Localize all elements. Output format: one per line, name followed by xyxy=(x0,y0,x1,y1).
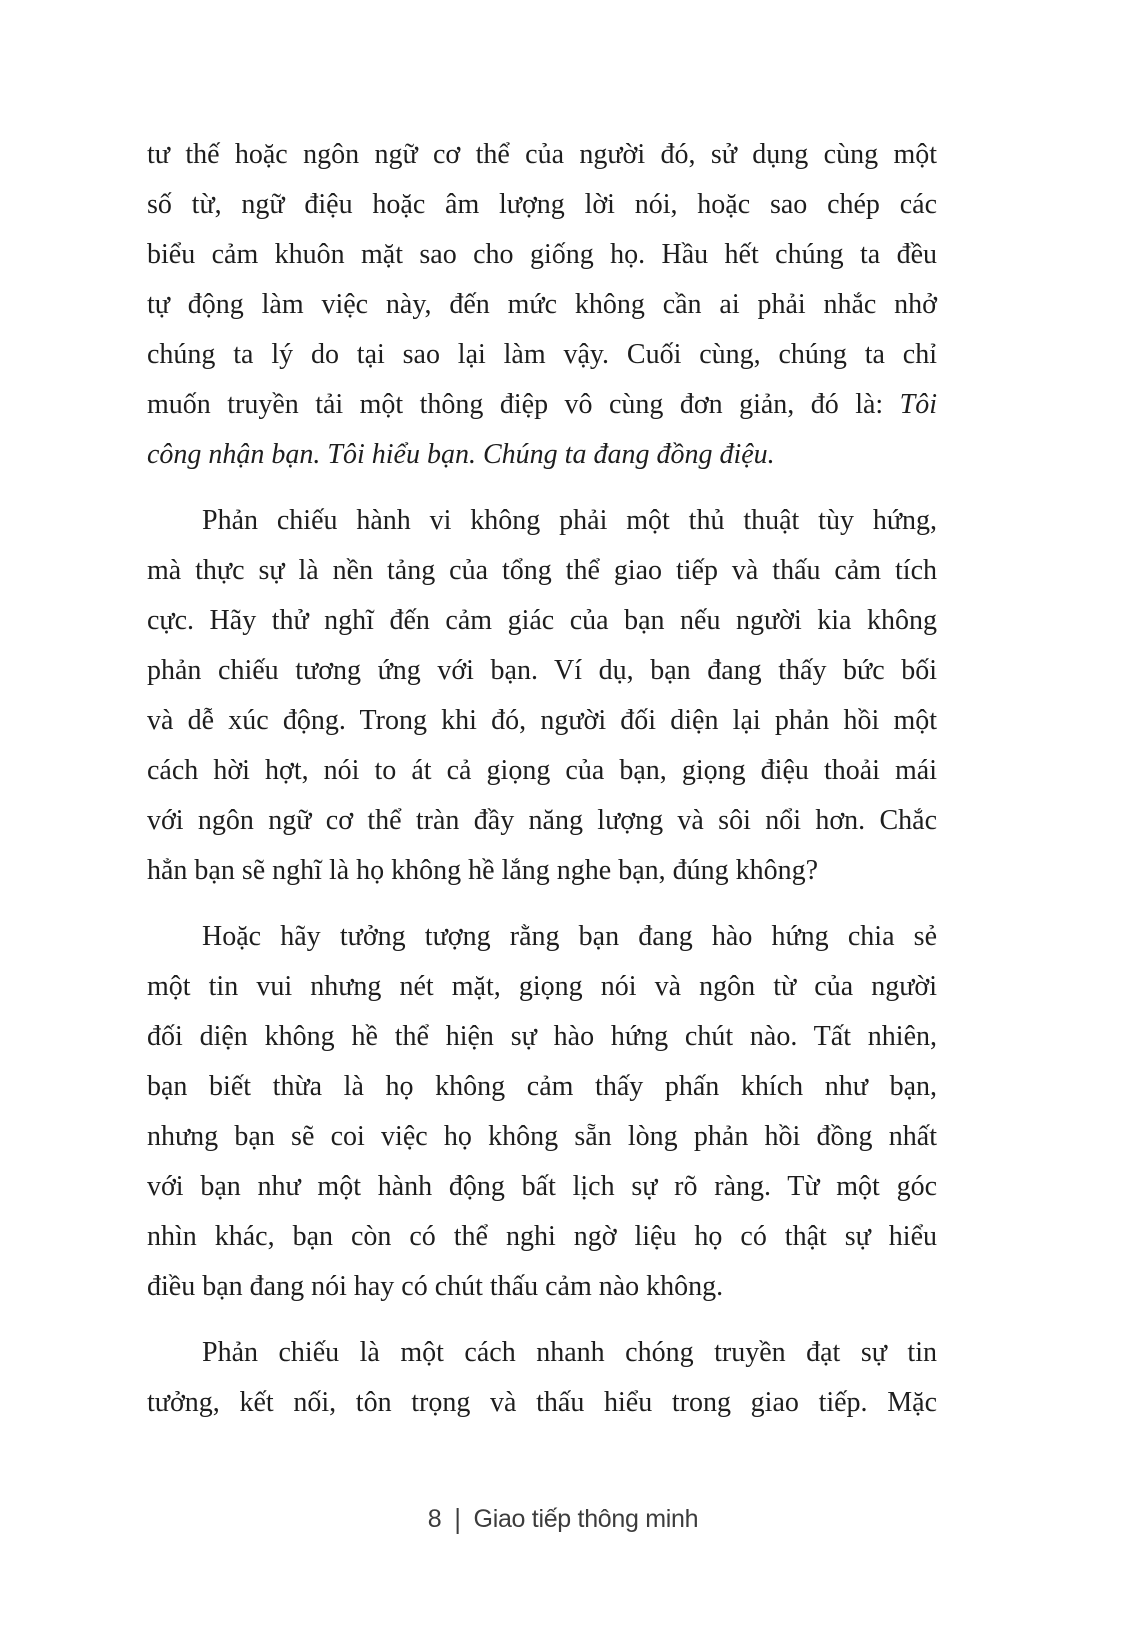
text-segment: phản chiếu tương ứng với bạn. Ví dụ, bạn đang thấy bức bối xyxy=(147,655,937,686)
text-segment: đối diện không hề thể hiện sự hào hứng chút nào. Tất nhiên, xyxy=(147,1021,937,1052)
text-line xyxy=(147,1378,937,1428)
text-line xyxy=(147,746,937,796)
text-segment: Phản chiếu hành vi không phải một thủ thuật tùy hứng, xyxy=(202,505,937,536)
text-segment: chúng ta lý do tại sao lại làm vậy. Cuối cùng, chúng ta chỉ xyxy=(147,339,937,370)
footer-separator: | xyxy=(454,1503,461,1535)
text-line xyxy=(147,430,937,480)
text-segment: với bạn như một hành động bất lịch sự rõ ràng. Từ một góc xyxy=(147,1171,937,1202)
text-line xyxy=(147,846,937,896)
text-segment: biểu cảm khuôn mặt sao cho giống họ. Hầu hết chúng ta đều xyxy=(147,239,937,270)
text-segment: tư thế hoặc ngôn ngữ cơ thể của người đó, sử dụng cùng một xyxy=(147,139,937,170)
text-segment: tưởng, kết nối, tôn trọng và thấu hiểu trong giao tiếp. Mặc xyxy=(147,1387,937,1418)
text-line xyxy=(147,1262,937,1312)
italic-text-segment: công nhận bạn. Tôi hiểu bạn. Chúng ta đang đồng điệu. xyxy=(147,439,775,470)
text-line xyxy=(147,280,937,330)
text-line xyxy=(147,230,937,280)
text-line xyxy=(147,646,937,696)
text-line xyxy=(147,696,937,746)
text-line xyxy=(147,546,937,596)
text-line xyxy=(147,596,937,646)
page-number: 8 xyxy=(427,1505,442,1533)
text-segment: Phản chiếu là một cách nhanh chóng truyền đạt sự tin xyxy=(202,1337,937,1368)
text-segment: với ngôn ngữ cơ thể tràn đầy năng lượng và sôi nổi hơn. Chắc xyxy=(147,805,937,836)
text-line xyxy=(147,1328,937,1378)
text-line xyxy=(147,1162,937,1212)
page-body xyxy=(147,130,937,1444)
text-line xyxy=(147,496,937,546)
text-segment: một tin vui nhưng nét mặt, giọng nói và ngôn từ của người xyxy=(147,971,937,1002)
text-line xyxy=(147,380,937,430)
text-segment: số từ, ngữ điệu hoặc âm lượng lời nói, hoặc sao chép các xyxy=(147,189,937,220)
text-segment: hẳn bạn sẽ nghĩ là họ không hề lắng nghe bạn, đúng không? xyxy=(147,855,819,886)
text-line xyxy=(147,130,937,180)
paragraph xyxy=(147,496,937,896)
text-line xyxy=(147,962,937,1012)
text-line xyxy=(147,330,937,380)
text-segment: cách hời hợt, nói to át cả giọng của bạn, giọng điệu thoải mái xyxy=(147,755,937,786)
text-line xyxy=(147,912,937,962)
text-segment: bạn biết thừa là họ không cảm thấy phấn khích như bạn, xyxy=(147,1071,937,1102)
text-line xyxy=(147,180,937,230)
paragraph xyxy=(147,130,937,480)
text-segment: tự động làm việc này, đến mức không cần ai phải nhắc nhở xyxy=(147,289,937,320)
text-line xyxy=(147,1212,937,1262)
text-line xyxy=(147,796,937,846)
text-segment: cực. Hãy thử nghĩ đến cảm giác của bạn nếu người kia không xyxy=(147,605,937,636)
text-line xyxy=(147,1062,937,1112)
text-line xyxy=(147,1012,937,1062)
page-footer xyxy=(0,1505,1126,1534)
paragraph xyxy=(147,1328,937,1428)
text-segment: và dễ xúc động. Trong khi đó, người đối diện lại phản hồi một xyxy=(147,705,937,736)
paragraph xyxy=(147,912,937,1312)
text-segment: nhưng bạn sẽ coi việc họ không sẵn lòng phản hồi đồng nhất xyxy=(147,1121,937,1152)
text-segment: điều bạn đang nói hay có chút thấu cảm nào không. xyxy=(147,1271,724,1302)
text-segment: mà thực sự là nền tảng của tổng thể giao tiếp và thấu cảm tích xyxy=(147,555,937,586)
italic-text-segment: Tôi xyxy=(899,389,937,420)
text-segment: Hoặc hãy tưởng tượng rằng bạn đang hào hứng chia sẻ xyxy=(202,921,937,952)
text-segment: muốn truyền tải một thông điệp vô cùng đơn giản, đó là: xyxy=(147,389,900,420)
book-title: Giao tiếp thông minh xyxy=(473,1505,699,1533)
text-segment: nhìn khác, bạn còn có thể nghi ngờ liệu họ có thật sự hiểu xyxy=(147,1221,937,1252)
text-line xyxy=(147,1112,937,1162)
